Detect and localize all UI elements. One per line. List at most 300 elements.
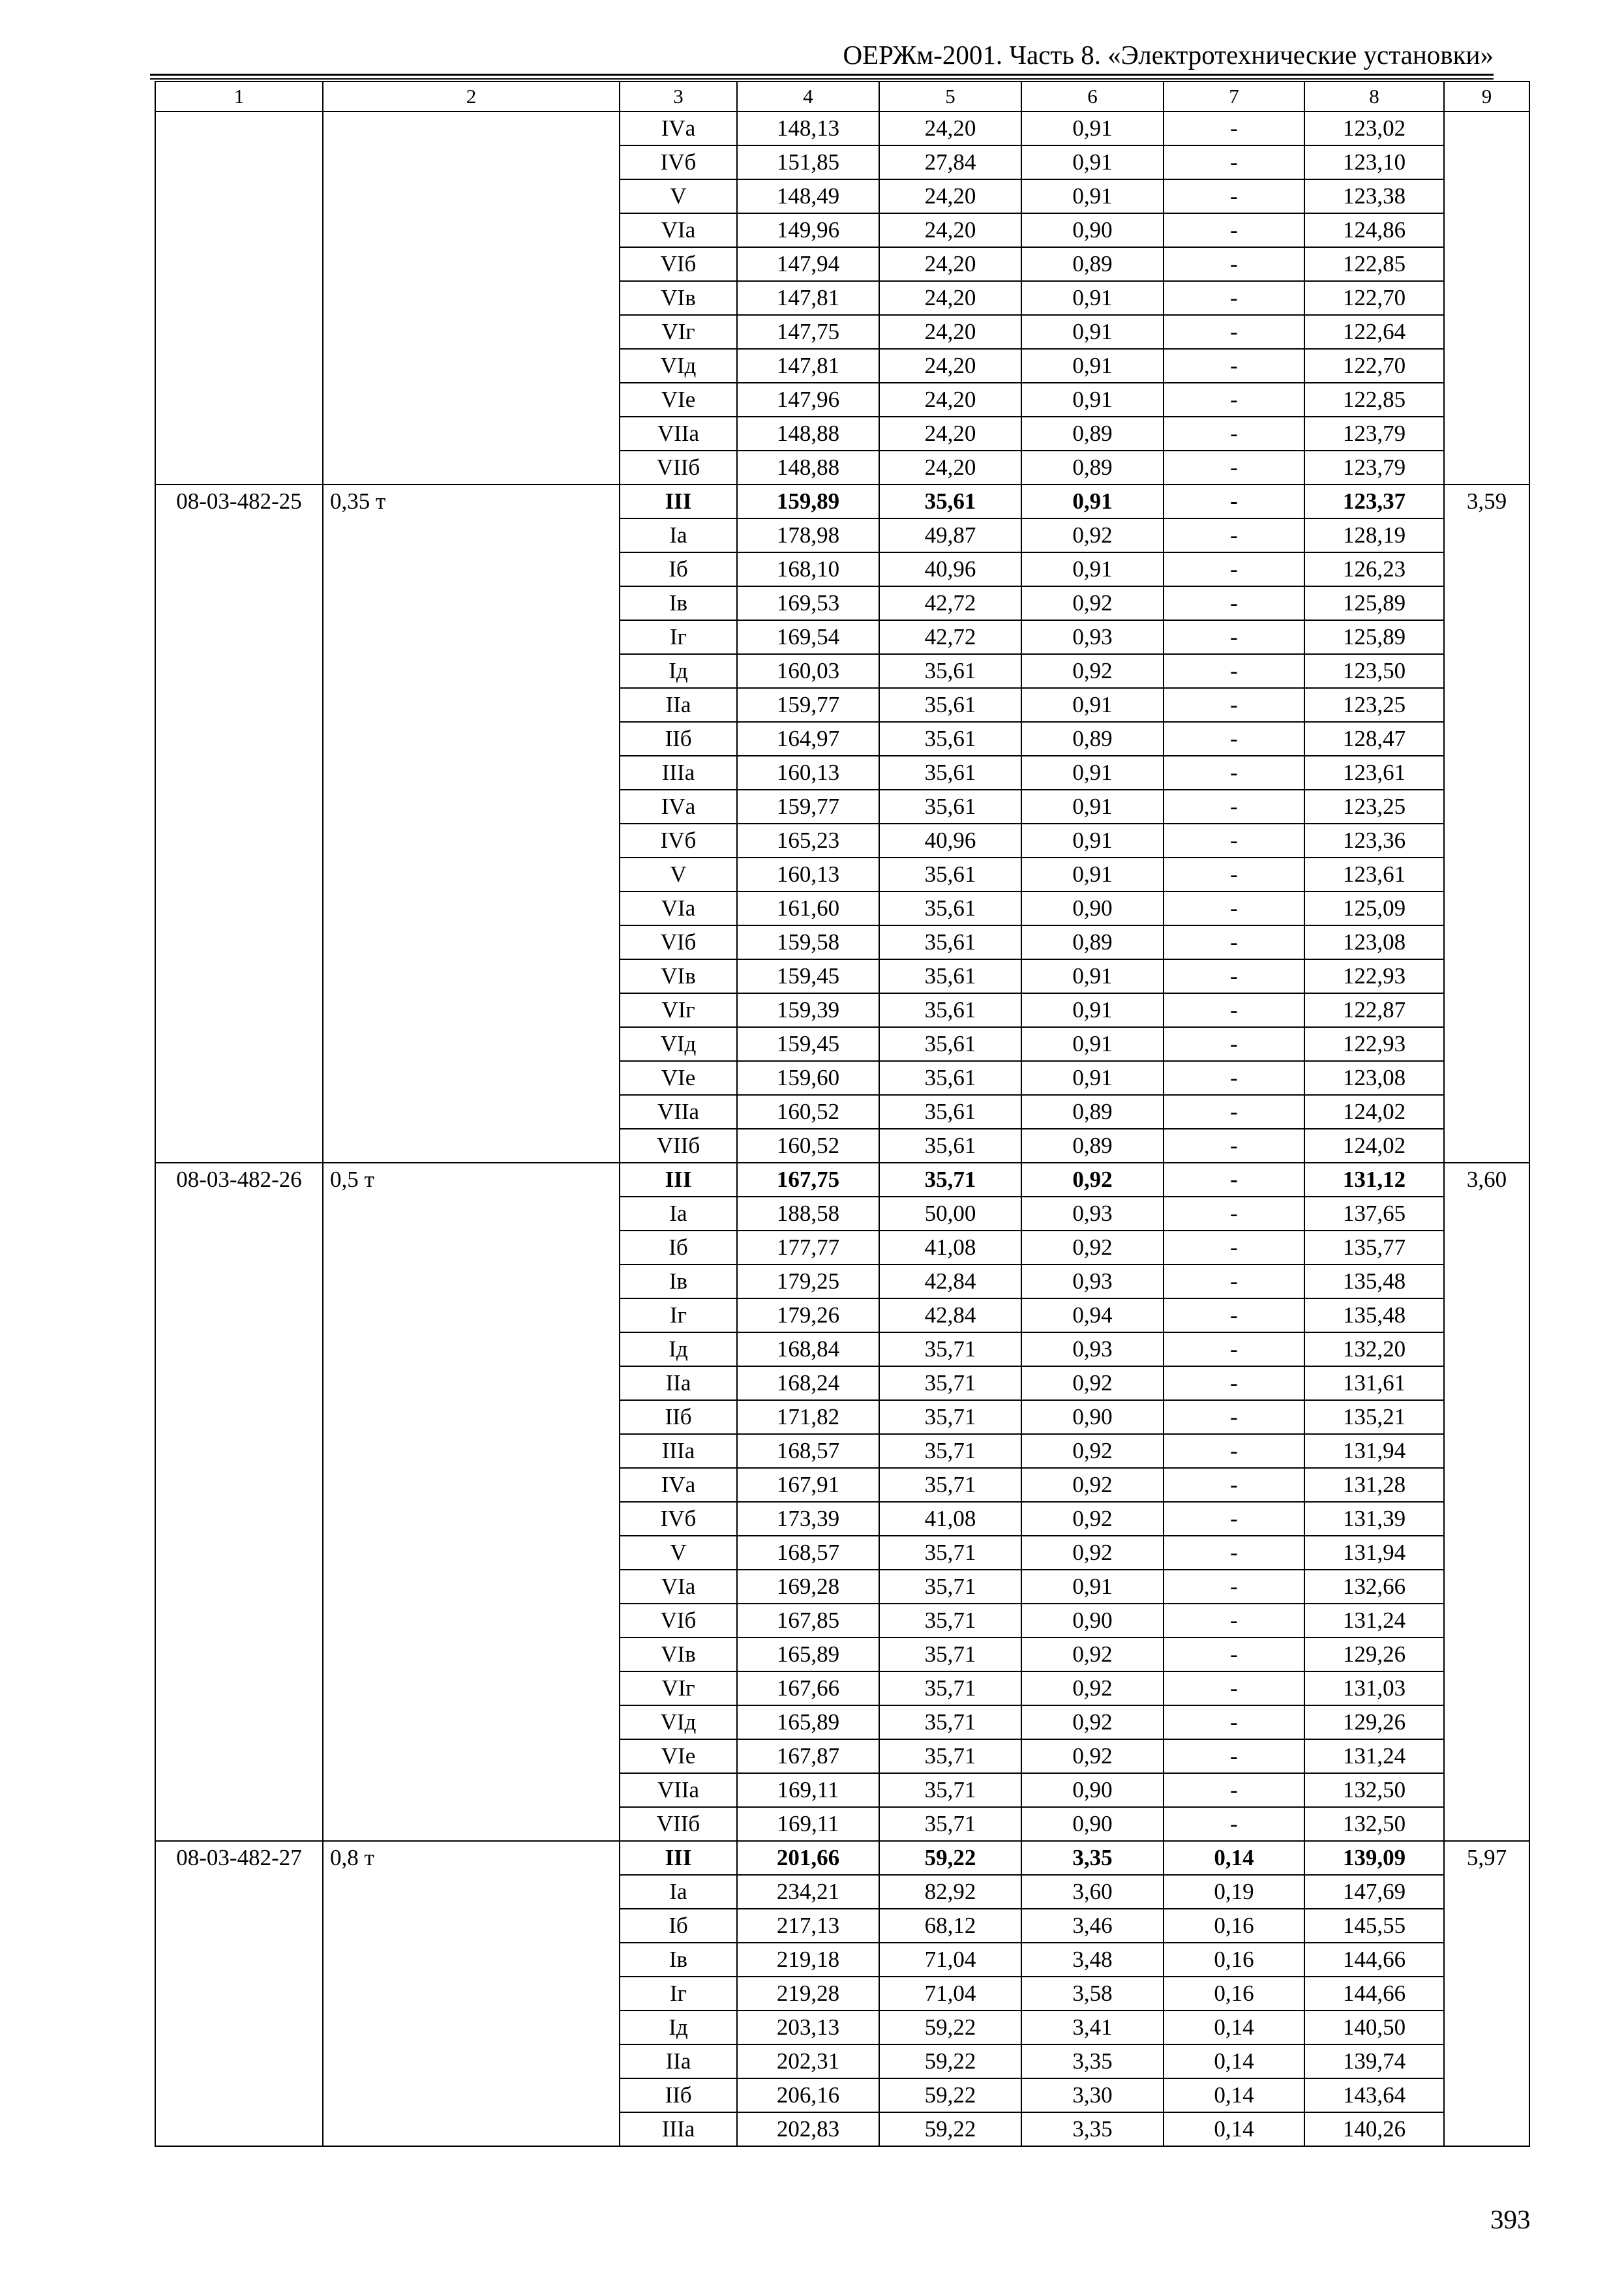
zone-cell: VIд — [620, 1705, 737, 1739]
value-cell-4: 160,52 — [737, 1129, 879, 1163]
value-cell-5: 24,20 — [879, 247, 1021, 281]
value-cell-4: 159,45 — [737, 1027, 879, 1061]
value-cell-6: 0,91 — [1021, 1027, 1164, 1061]
value-cell-6: 0,92 — [1021, 518, 1164, 552]
value-cell-8: 122,85 — [1304, 383, 1444, 417]
zone-cell: Iд — [620, 2011, 737, 2044]
value-cell-7: - — [1164, 1197, 1304, 1231]
zone-cell: Iг — [620, 1977, 737, 2011]
value-cell-4: 179,25 — [737, 1264, 879, 1298]
zone-cell: IIIа — [620, 1434, 737, 1468]
value-cell-8: 123,61 — [1304, 858, 1444, 891]
value-cell-7: - — [1164, 1298, 1304, 1332]
value-cell-5: 59,22 — [879, 1841, 1021, 1875]
value-cell-4: 169,11 — [737, 1807, 879, 1841]
zone-cell: III — [620, 1163, 737, 1197]
value-cell-8: 126,23 — [1304, 552, 1444, 586]
value-cell-7: - — [1164, 891, 1304, 925]
table-body — [155, 82, 1529, 2146]
value-cell-6: 0,92 — [1021, 1366, 1164, 1400]
column-number: 2 — [323, 82, 620, 112]
value-cell-8: 135,21 — [1304, 1400, 1444, 1434]
value-cell-4: 147,75 — [737, 315, 879, 349]
table-row — [155, 112, 1529, 145]
value-cell-5: 68,12 — [879, 1909, 1021, 1943]
zone-cell: IIIа — [620, 2112, 737, 2146]
column-number: 7 — [1164, 82, 1304, 112]
value-cell-4: 165,89 — [737, 1638, 879, 1671]
value-cell-8: 131,24 — [1304, 1604, 1444, 1638]
value-cell-5: 35,71 — [879, 1332, 1021, 1366]
value-cell-4: 148,13 — [737, 112, 879, 145]
value-cell-8: 123,79 — [1304, 417, 1444, 451]
value-cell-6: 0,90 — [1021, 1604, 1164, 1638]
value-cell-7: - — [1164, 858, 1304, 891]
zone-cell: VIа — [620, 891, 737, 925]
value-cell-6: 3,35 — [1021, 2112, 1164, 2146]
value-cell-6: 0,91 — [1021, 315, 1164, 349]
value-cell-6: 3,58 — [1021, 1977, 1164, 2011]
zone-cell: Iа — [620, 1875, 737, 1909]
value-cell-8: 123,61 — [1304, 756, 1444, 790]
value-cell-7: - — [1164, 959, 1304, 993]
value-cell-7: - — [1164, 722, 1304, 756]
column-9-cell: 3,59 — [1444, 485, 1529, 1163]
value-cell-4: 206,16 — [737, 2078, 879, 2112]
value-cell-8: 140,26 — [1304, 2112, 1444, 2146]
value-cell-5: 24,20 — [879, 451, 1021, 485]
value-cell-4: 167,75 — [737, 1163, 879, 1197]
value-cell-8: 131,94 — [1304, 1536, 1444, 1570]
value-cell-6: 0,91 — [1021, 552, 1164, 586]
value-cell-7: 0,14 — [1164, 2011, 1304, 2044]
value-cell-6: 0,91 — [1021, 1570, 1164, 1604]
value-cell-6: 0,92 — [1021, 1468, 1164, 1502]
column-9-cell — [1444, 112, 1529, 485]
value-cell-8: 135,48 — [1304, 1298, 1444, 1332]
value-cell-7: - — [1164, 1264, 1304, 1298]
value-cell-6: 0,91 — [1021, 281, 1164, 315]
zone-cell: Iг — [620, 620, 737, 654]
value-cell-4: 177,77 — [737, 1231, 879, 1264]
value-cell-6: 0,93 — [1021, 1264, 1164, 1298]
value-cell-8: 124,86 — [1304, 213, 1444, 247]
value-cell-5: 35,61 — [879, 688, 1021, 722]
value-cell-6: 3,46 — [1021, 1909, 1164, 1943]
zone-cell: IIб — [620, 1400, 737, 1434]
value-cell-8: 123,38 — [1304, 179, 1444, 213]
zone-cell: IVа — [620, 112, 737, 145]
value-cell-5: 35,61 — [879, 891, 1021, 925]
value-cell-4: 147,96 — [737, 383, 879, 417]
value-cell-4: 169,11 — [737, 1773, 879, 1807]
value-cell-8: 122,93 — [1304, 959, 1444, 993]
value-cell-5: 24,20 — [879, 281, 1021, 315]
value-cell-4: 219,18 — [737, 1943, 879, 1977]
value-cell-8: 123,02 — [1304, 112, 1444, 145]
value-cell-4: 168,57 — [737, 1434, 879, 1468]
value-cell-6: 0,89 — [1021, 925, 1164, 959]
value-cell-5: 24,20 — [879, 315, 1021, 349]
value-cell-6: 0,91 — [1021, 383, 1164, 417]
value-cell-7: - — [1164, 1129, 1304, 1163]
zone-cell: III — [620, 485, 737, 518]
value-cell-5: 24,20 — [879, 179, 1021, 213]
value-cell-7: - — [1164, 1231, 1304, 1264]
value-cell-8: 129,26 — [1304, 1638, 1444, 1671]
value-cell-7: - — [1164, 383, 1304, 417]
column-number: 5 — [879, 82, 1021, 112]
value-cell-8: 137,65 — [1304, 1197, 1444, 1231]
value-cell-7: - — [1164, 281, 1304, 315]
value-cell-4: 173,39 — [737, 1502, 879, 1536]
value-cell-5: 27,84 — [879, 145, 1021, 179]
value-cell-6: 0,92 — [1021, 1536, 1164, 1570]
value-cell-4: 219,28 — [737, 1977, 879, 2011]
value-cell-7: - — [1164, 1671, 1304, 1705]
zone-cell: VIг — [620, 315, 737, 349]
value-cell-6: 0,89 — [1021, 417, 1164, 451]
zone-cell: VIб — [620, 1604, 737, 1638]
value-cell-8: 132,66 — [1304, 1570, 1444, 1604]
value-cell-6: 0,90 — [1021, 1400, 1164, 1434]
value-cell-7: - — [1164, 1163, 1304, 1197]
value-cell-6: 3,35 — [1021, 1841, 1164, 1875]
value-cell-4: 168,57 — [737, 1536, 879, 1570]
value-cell-5: 41,08 — [879, 1502, 1021, 1536]
zone-cell: Iд — [620, 1332, 737, 1366]
value-cell-7: - — [1164, 1739, 1304, 1773]
value-cell-4: 151,85 — [737, 145, 879, 179]
value-cell-8: 124,02 — [1304, 1095, 1444, 1129]
value-cell-4: 159,58 — [737, 925, 879, 959]
value-cell-7: - — [1164, 112, 1304, 145]
value-cell-7: - — [1164, 1061, 1304, 1095]
column-number: 8 — [1304, 82, 1444, 112]
value-cell-5: 35,61 — [879, 993, 1021, 1027]
value-cell-4: 167,66 — [737, 1671, 879, 1705]
value-cell-8: 132,50 — [1304, 1807, 1444, 1841]
zone-cell: IVа — [620, 790, 737, 824]
value-cell-5: 35,71 — [879, 1536, 1021, 1570]
weight-cell: 0,8 т — [323, 1841, 620, 2146]
value-cell-7: 0,16 — [1164, 1943, 1304, 1977]
value-cell-6: 0,91 — [1021, 485, 1164, 518]
value-cell-8: 124,02 — [1304, 1129, 1444, 1163]
zone-cell: VIб — [620, 925, 737, 959]
zone-cell: IVб — [620, 824, 737, 858]
header-rule-thick — [150, 74, 1494, 76]
value-cell-7: - — [1164, 1536, 1304, 1570]
value-cell-5: 24,20 — [879, 383, 1021, 417]
value-cell-4: 201,66 — [737, 1841, 879, 1875]
zone-cell: IVа — [620, 1468, 737, 1502]
value-cell-7: - — [1164, 1434, 1304, 1468]
value-cell-8: 123,50 — [1304, 654, 1444, 688]
table-row — [155, 1841, 1529, 1875]
value-cell-7: - — [1164, 993, 1304, 1027]
value-cell-7: - — [1164, 925, 1304, 959]
column-number: 6 — [1021, 82, 1164, 112]
value-cell-5: 35,71 — [879, 1671, 1021, 1705]
value-cell-5: 41,08 — [879, 1231, 1021, 1264]
value-cell-5: 40,96 — [879, 552, 1021, 586]
value-cell-7: - — [1164, 349, 1304, 383]
value-cell-6: 0,92 — [1021, 1638, 1164, 1671]
header-rule-thin — [150, 78, 1494, 80]
zone-cell: Iд — [620, 654, 737, 688]
value-cell-7: - — [1164, 586, 1304, 620]
value-cell-7: - — [1164, 485, 1304, 518]
value-cell-4: 169,53 — [737, 586, 879, 620]
value-cell-6: 0,91 — [1021, 756, 1164, 790]
zone-cell: IIа — [620, 688, 737, 722]
value-cell-4: 159,89 — [737, 485, 879, 518]
value-cell-5: 59,22 — [879, 2011, 1021, 2044]
value-cell-5: 35,71 — [879, 1570, 1021, 1604]
value-cell-5: 35,61 — [879, 959, 1021, 993]
value-cell-8: 123,36 — [1304, 824, 1444, 858]
zone-cell: VIIб — [620, 1129, 737, 1163]
value-cell-8: 143,64 — [1304, 2078, 1444, 2112]
value-cell-7: - — [1164, 688, 1304, 722]
value-cell-5: 35,71 — [879, 1773, 1021, 1807]
value-cell-4: 160,03 — [737, 654, 879, 688]
value-cell-6: 0,92 — [1021, 1434, 1164, 1468]
zone-cell: IIб — [620, 2078, 737, 2112]
zone-cell: IIIа — [620, 756, 737, 790]
value-cell-7: - — [1164, 451, 1304, 485]
value-cell-4: 171,82 — [737, 1400, 879, 1434]
zone-cell: VIIа — [620, 1773, 737, 1807]
value-cell-5: 59,22 — [879, 2044, 1021, 2078]
value-cell-8: 125,89 — [1304, 620, 1444, 654]
zone-cell: V — [620, 858, 737, 891]
value-cell-8: 125,09 — [1304, 891, 1444, 925]
value-cell-5: 50,00 — [879, 1197, 1021, 1231]
value-cell-4: 234,21 — [737, 1875, 879, 1909]
value-cell-5: 35,61 — [879, 654, 1021, 688]
value-cell-4: 178,98 — [737, 518, 879, 552]
value-cell-7: - — [1164, 247, 1304, 281]
column-number: 4 — [737, 82, 879, 112]
value-cell-6: 3,30 — [1021, 2078, 1164, 2112]
value-cell-7: - — [1164, 1502, 1304, 1536]
zone-cell: Iв — [620, 1264, 737, 1298]
value-cell-8: 144,66 — [1304, 1977, 1444, 2011]
value-cell-4: 148,49 — [737, 179, 879, 213]
value-cell-5: 35,71 — [879, 1434, 1021, 1468]
value-cell-8: 135,48 — [1304, 1264, 1444, 1298]
column-numbers-row — [155, 82, 1529, 112]
zone-cell: VIе — [620, 1739, 737, 1773]
zone-cell: VIг — [620, 993, 737, 1027]
value-cell-8: 123,10 — [1304, 145, 1444, 179]
value-cell-5: 42,84 — [879, 1298, 1021, 1332]
value-cell-6: 0,92 — [1021, 654, 1164, 688]
value-cell-5: 40,96 — [879, 824, 1021, 858]
column-number: 3 — [620, 82, 737, 112]
value-cell-7: - — [1164, 824, 1304, 858]
value-cell-4: 148,88 — [737, 417, 879, 451]
value-cell-5: 35,61 — [879, 1129, 1021, 1163]
value-cell-6: 0,93 — [1021, 1197, 1164, 1231]
zone-cell: IVб — [620, 145, 737, 179]
value-cell-7: - — [1164, 1366, 1304, 1400]
value-cell-5: 35,61 — [879, 485, 1021, 518]
value-cell-6: 0,93 — [1021, 620, 1164, 654]
zone-cell: V — [620, 179, 737, 213]
value-cell-8: 131,28 — [1304, 1468, 1444, 1502]
value-cell-7: - — [1164, 1773, 1304, 1807]
value-cell-7: - — [1164, 1604, 1304, 1638]
value-cell-4: 149,96 — [737, 213, 879, 247]
value-cell-5: 35,71 — [879, 1366, 1021, 1400]
column-9-cell: 3,60 — [1444, 1163, 1529, 1841]
value-cell-5: 59,22 — [879, 2112, 1021, 2146]
value-cell-4: 179,26 — [737, 1298, 879, 1332]
value-cell-4: 148,88 — [737, 451, 879, 485]
value-cell-8: 122,93 — [1304, 1027, 1444, 1061]
value-cell-7: - — [1164, 1705, 1304, 1739]
value-cell-6: 0,92 — [1021, 586, 1164, 620]
value-cell-5: 71,04 — [879, 1943, 1021, 1977]
value-cell-7: - — [1164, 213, 1304, 247]
value-cell-4: 168,10 — [737, 552, 879, 586]
value-cell-8: 139,74 — [1304, 2044, 1444, 2078]
value-cell-8: 123,25 — [1304, 790, 1444, 824]
value-cell-6: 0,89 — [1021, 722, 1164, 756]
value-cell-8: 131,03 — [1304, 1671, 1444, 1705]
value-cell-6: 0,91 — [1021, 959, 1164, 993]
column-number: 1 — [155, 82, 323, 112]
value-cell-4: 203,13 — [737, 2011, 879, 2044]
zone-cell: Iб — [620, 1909, 737, 1943]
value-cell-4: 159,60 — [737, 1061, 879, 1095]
value-cell-4: 159,45 — [737, 959, 879, 993]
value-cell-8: 129,26 — [1304, 1705, 1444, 1739]
column-number: 9 — [1444, 82, 1529, 112]
value-cell-8: 123,08 — [1304, 1061, 1444, 1095]
value-cell-4: 167,91 — [737, 1468, 879, 1502]
value-cell-6: 0,89 — [1021, 247, 1164, 281]
running-head: ОЕРЖм-2001. Часть 8. «Электротехнические установки» — [843, 40, 1494, 70]
zone-cell: VIIа — [620, 1095, 737, 1129]
value-cell-6: 0,90 — [1021, 891, 1164, 925]
zone-cell: VIб — [620, 247, 737, 281]
value-cell-5: 35,61 — [879, 790, 1021, 824]
value-cell-4: 202,31 — [737, 2044, 879, 2078]
value-cell-5: 82,92 — [879, 1875, 1021, 1909]
value-cell-5: 35,61 — [879, 1095, 1021, 1129]
zone-cell: Iв — [620, 1943, 737, 1977]
zone-cell: VIIб — [620, 1807, 737, 1841]
value-cell-8: 125,89 — [1304, 586, 1444, 620]
value-cell-4: 147,81 — [737, 349, 879, 383]
value-cell-6: 0,91 — [1021, 349, 1164, 383]
value-cell-4: 160,52 — [737, 1095, 879, 1129]
value-cell-8: 122,70 — [1304, 349, 1444, 383]
zone-cell: VIе — [620, 1061, 737, 1095]
value-cell-6: 0,89 — [1021, 1129, 1164, 1163]
value-cell-5: 35,61 — [879, 1061, 1021, 1095]
zone-cell: Iб — [620, 552, 737, 586]
value-cell-7: - — [1164, 1807, 1304, 1841]
value-cell-5: 35,71 — [879, 1705, 1021, 1739]
value-cell-6: 0,91 — [1021, 179, 1164, 213]
value-cell-5: 35,71 — [879, 1400, 1021, 1434]
value-cell-4: 165,23 — [737, 824, 879, 858]
column-9-cell: 5,97 — [1444, 1841, 1529, 2146]
value-cell-7: - — [1164, 1400, 1304, 1434]
value-cell-7: - — [1164, 179, 1304, 213]
value-cell-4: 169,54 — [737, 620, 879, 654]
value-cell-6: 0,91 — [1021, 145, 1164, 179]
value-cell-7: - — [1164, 145, 1304, 179]
value-cell-6: 0,90 — [1021, 1773, 1164, 1807]
value-cell-4: 147,81 — [737, 281, 879, 315]
value-cell-4: 167,87 — [737, 1739, 879, 1773]
value-cell-7: - — [1164, 756, 1304, 790]
value-cell-5: 59,22 — [879, 2078, 1021, 2112]
value-cell-4: 159,77 — [737, 790, 879, 824]
value-cell-5: 35,61 — [879, 925, 1021, 959]
value-cell-4: 164,97 — [737, 722, 879, 756]
rate-code-cell: 08-03-482-26 — [155, 1163, 323, 1841]
value-cell-8: 123,79 — [1304, 451, 1444, 485]
zone-cell: VIг — [620, 1671, 737, 1705]
value-cell-5: 35,61 — [879, 1027, 1021, 1061]
value-cell-7: - — [1164, 1468, 1304, 1502]
value-cell-7: - — [1164, 654, 1304, 688]
value-cell-8: 123,37 — [1304, 485, 1444, 518]
weight-cell: 0,5 т — [323, 1163, 620, 1841]
zone-cell: VIа — [620, 1570, 737, 1604]
value-cell-8: 128,47 — [1304, 722, 1444, 756]
value-cell-5: 35,61 — [879, 756, 1021, 790]
value-cell-8: 132,20 — [1304, 1332, 1444, 1366]
value-cell-4: 160,13 — [737, 756, 879, 790]
value-cell-5: 35,71 — [879, 1739, 1021, 1773]
value-cell-6: 0,91 — [1021, 688, 1164, 722]
value-cell-8: 131,61 — [1304, 1366, 1444, 1400]
value-cell-7: 0,16 — [1164, 1909, 1304, 1943]
zone-cell: Iа — [620, 1197, 737, 1231]
value-cell-8: 140,50 — [1304, 2011, 1444, 2044]
zone-cell: IIб — [620, 722, 737, 756]
value-cell-7: 0,14 — [1164, 1841, 1304, 1875]
page-number: 393 — [1490, 2204, 1531, 2234]
value-cell-5: 35,71 — [879, 1468, 1021, 1502]
zone-cell: VIв — [620, 1638, 737, 1671]
value-cell-4: 161,60 — [737, 891, 879, 925]
rate-code-cell: 08-03-482-25 — [155, 485, 323, 1163]
value-cell-4: 160,13 — [737, 858, 879, 891]
value-cell-6: 0,92 — [1021, 1739, 1164, 1773]
value-cell-4: 168,24 — [737, 1366, 879, 1400]
value-cell-4: 168,84 — [737, 1332, 879, 1366]
value-cell-6: 0,90 — [1021, 1807, 1164, 1841]
weight-cell: 0,35 т — [323, 485, 620, 1163]
value-cell-6: 0,92 — [1021, 1231, 1164, 1264]
value-cell-7: - — [1164, 1570, 1304, 1604]
value-cell-5: 24,20 — [879, 417, 1021, 451]
value-cell-6: 0,92 — [1021, 1163, 1164, 1197]
zone-cell: Iг — [620, 1298, 737, 1332]
value-cell-6: 0,91 — [1021, 993, 1164, 1027]
zone-cell: VIв — [620, 281, 737, 315]
value-cell-6: 0,94 — [1021, 1298, 1164, 1332]
